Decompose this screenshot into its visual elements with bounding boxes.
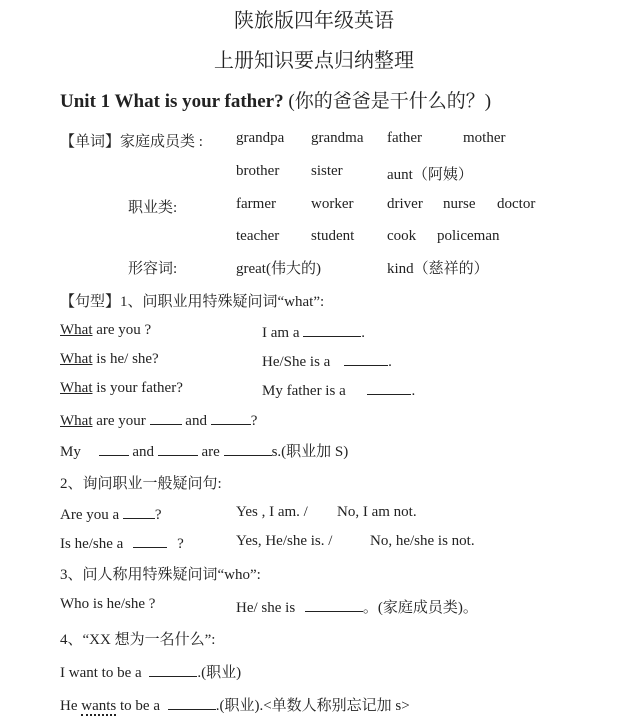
answer-text: My father is a (262, 383, 350, 399)
vocab-word: aunt（阿姨） (387, 167, 473, 183)
vocab-word: student (311, 228, 355, 244)
vocab-word: worker (311, 196, 354, 212)
pattern-answer (262, 380, 415, 400)
vocab-word: driver (387, 196, 423, 212)
pattern-heading-3: 3、问人称用特殊疑问词“who”: (60, 567, 261, 583)
answer-end: 。(家庭成员类)。 (362, 600, 478, 616)
vocab-word: grandma (311, 130, 364, 146)
pattern-answer (262, 322, 365, 342)
vocab-word: mother (463, 130, 506, 146)
yes-answer: Yes, He/she is. / (236, 533, 333, 549)
vocab-word: doctor (497, 196, 536, 212)
answer-text: He/She is a (262, 354, 335, 370)
pattern-answer (262, 351, 392, 371)
no-answer: No, I am not. (337, 504, 417, 520)
fill-blank (168, 695, 216, 710)
vocab-word: kind（慈祥的） (387, 261, 489, 277)
sentence-text: I want to be a (60, 665, 146, 681)
question-end: ? (154, 507, 162, 523)
conj-and: and (181, 413, 211, 429)
answer-end: . (411, 383, 416, 399)
vocab-word: great(伟大的) (236, 261, 321, 277)
keyword-what: What (60, 322, 93, 338)
vocab-word: brother (236, 163, 280, 179)
vocab-word: farmer (236, 196, 276, 212)
want-sentence (60, 661, 241, 682)
question-text: Is he/she a (60, 536, 128, 552)
who-answer (236, 596, 478, 617)
fill-blank (123, 504, 155, 519)
fill-blank (211, 410, 251, 425)
statement-end: s.(职业加 S) (271, 444, 349, 460)
answer-end: . (388, 354, 392, 370)
fill-blank (305, 597, 363, 612)
keyword-what: What (60, 380, 93, 396)
pattern-heading-4: 4、“XX 想为一名什么”: (60, 632, 216, 648)
unit-heading (60, 86, 491, 113)
question-end: ? (250, 413, 258, 429)
unit-title: Unit 1 What is your father? (60, 91, 284, 112)
answer-end: . (361, 325, 365, 341)
fill-blank (133, 533, 167, 548)
emphasis-wants: wants (81, 698, 117, 714)
answer-text: He/ she is (236, 600, 299, 616)
fill-blank (367, 380, 411, 395)
fill-blank (150, 410, 182, 425)
answer-text: I am a (262, 325, 304, 341)
pattern-question (60, 380, 183, 397)
want-sentence (60, 694, 410, 715)
doc-title: 陕旅版四年级英语 (234, 10, 394, 32)
question-text: is your father? (92, 380, 183, 396)
sentence-text: He (60, 698, 82, 714)
vocab-word: cook (387, 228, 417, 244)
vocab-word: sister (311, 163, 343, 179)
pattern-statement (60, 440, 348, 461)
pattern-heading-1: 【句型】1、问职业用特殊疑问词“what”: (60, 294, 325, 310)
vocab-word: teacher (236, 228, 280, 244)
question-end: ? (177, 536, 184, 552)
general-question (60, 504, 162, 524)
pattern-heading-2: 2、询问职业一般疑问句: (60, 476, 222, 492)
vocab-word: father (387, 130, 422, 146)
yes-answer: Yes , I am. / (236, 504, 308, 520)
pattern-question (60, 351, 159, 368)
vocab-adj-label: 形容词: (128, 261, 178, 277)
fill-blank (149, 662, 197, 677)
sentence-end: .(职业) (197, 665, 242, 681)
fill-blank (344, 351, 388, 366)
vocab-word: grandpa (236, 130, 285, 146)
vocab-word: policeman (437, 228, 500, 244)
sentence-end: .(职业).<单数人称别忘记加 s> (215, 698, 410, 714)
general-question (60, 533, 184, 553)
pattern-question (60, 322, 151, 339)
fill-blank (99, 441, 129, 456)
keyword-what: What (60, 351, 93, 367)
vocab-family-label: 【单词】家庭成员类 : (60, 134, 203, 150)
statement-are: are (197, 444, 224, 460)
unit-title-cn: (你的爸爸是干什么的？) (288, 91, 492, 112)
statement-text: My (60, 444, 85, 460)
fill-blank (224, 441, 272, 456)
sentence-text: to be a (116, 698, 164, 714)
vocab-word: nurse (443, 196, 476, 212)
question-text: is he/ she? (92, 351, 159, 367)
who-question: Who is he/she ? (60, 596, 156, 612)
question-text: are your (92, 413, 150, 429)
vocab-job-label: 职业类: (128, 200, 178, 216)
pattern-question (60, 410, 257, 430)
keyword-what: What (60, 413, 93, 429)
fill-blank (158, 441, 198, 456)
conj-and: and (128, 444, 158, 460)
fill-blank (303, 322, 361, 337)
question-text: are you ? (92, 322, 152, 338)
doc-subtitle: 上册知识要点归纳整理 (214, 50, 414, 72)
no-answer: No, he/she is not. (370, 533, 475, 549)
question-text: Are you a (60, 507, 123, 523)
